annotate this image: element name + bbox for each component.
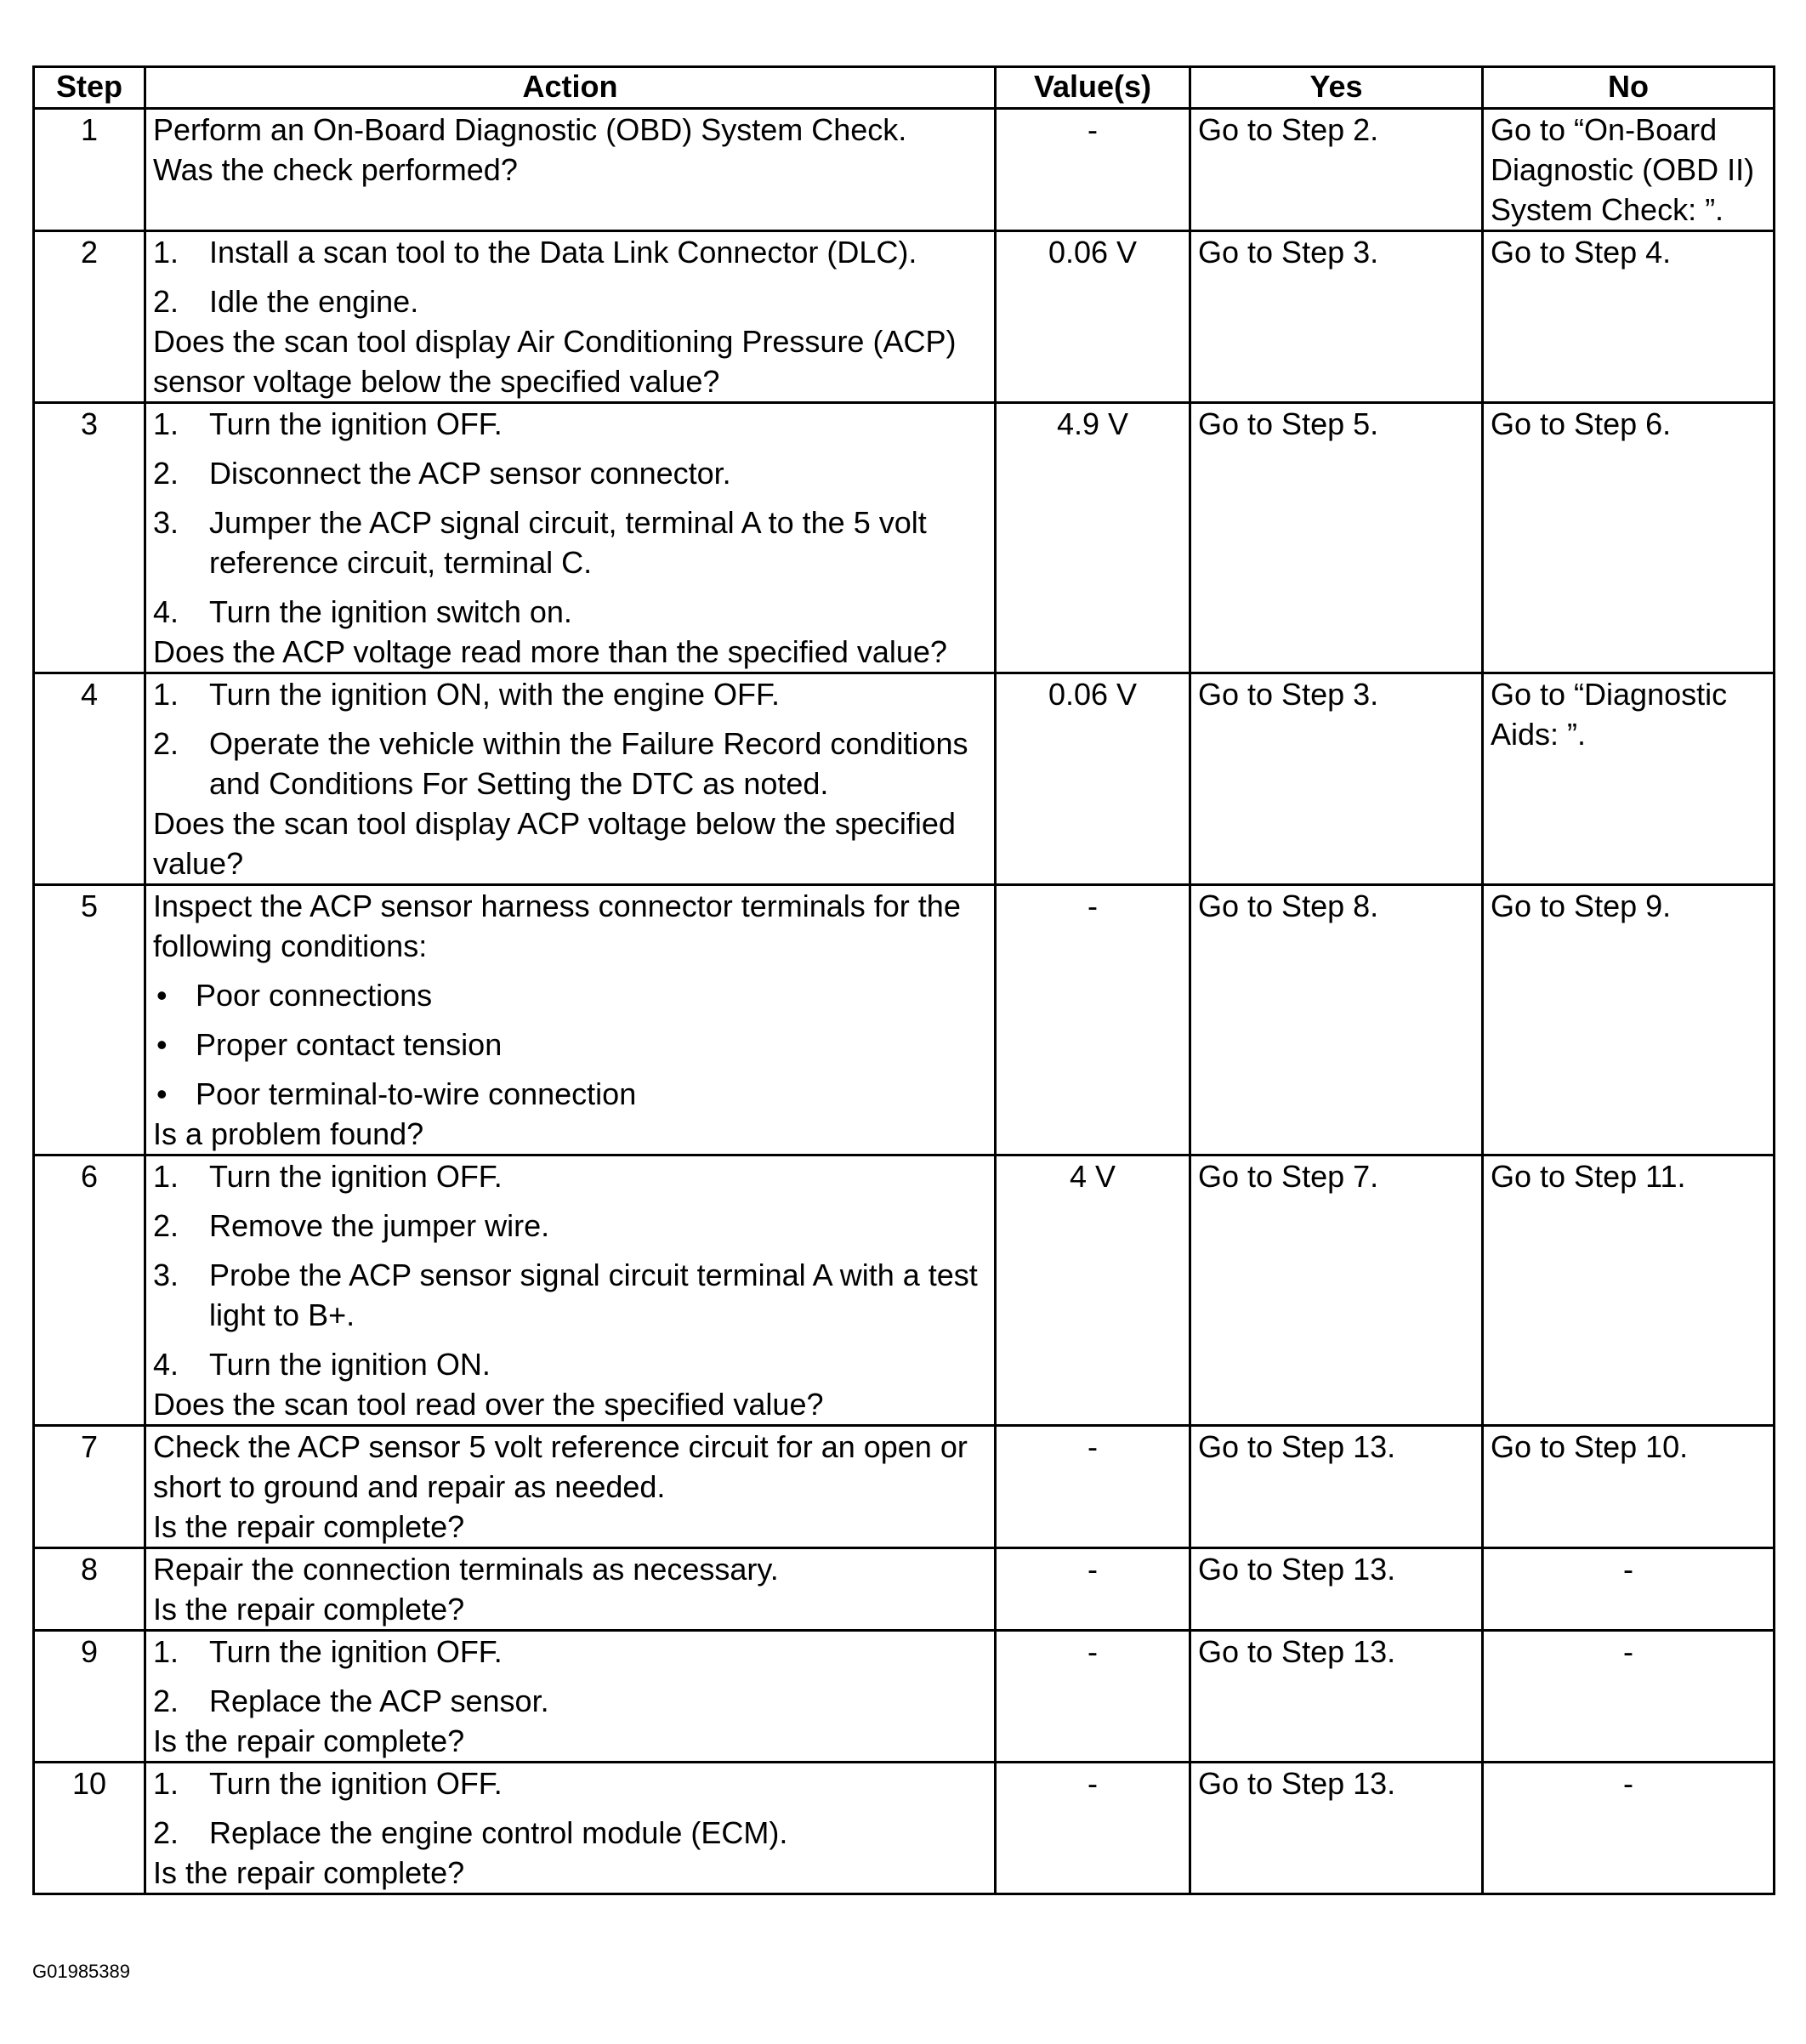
step-number: 1 <box>34 109 145 231</box>
numbered-step <box>153 1255 987 1335</box>
no-cell: - <box>1483 1548 1775 1631</box>
item-text: Turn the ignition ON. <box>209 1347 491 1382</box>
item-text: Turn the ignition switch on. <box>209 594 572 629</box>
numbered-step <box>153 592 987 632</box>
item-text: Replace the engine control module (ECM). <box>209 1815 788 1850</box>
step-number: 7 <box>34 1426 145 1548</box>
bullet-item <box>153 975 987 1015</box>
numbered-step <box>153 674 987 714</box>
no-cell: - <box>1483 1631 1775 1763</box>
item-text: Replace the ACP sensor. <box>209 1683 549 1718</box>
value-cell: - <box>996 1631 1190 1763</box>
action-intro: Inspect the ACP sensor harness connector terminals for the following conditions: <box>153 889 961 963</box>
value-cell: - <box>996 1426 1190 1548</box>
action-cell <box>145 109 996 231</box>
header-row <box>34 67 1775 109</box>
item-text: Poor terminal-to-wire connection <box>196 1076 637 1111</box>
item-text: Remove the jumper wire. <box>209 1208 550 1243</box>
table-row <box>34 1548 1775 1631</box>
step-marker: 2. <box>153 284 179 319</box>
figure-code: G01985389 <box>32 1961 130 1982</box>
item-text: Probe the ACP sensor signal circuit terminal A with a test light to B+. <box>209 1258 978 1332</box>
action-question: Does the scan tool display Air Conditioning Pressure (ACP) sensor voltage below the specified value? <box>153 324 957 399</box>
table-row <box>34 109 1775 231</box>
action-question: Is the repair complete? <box>153 1723 465 1758</box>
table-row <box>34 1155 1775 1426</box>
action-question: Is a problem found? <box>153 1116 424 1151</box>
step-marker: 1. <box>153 1634 179 1669</box>
step-number: 5 <box>34 885 145 1155</box>
table-row <box>34 403 1775 673</box>
step-marker: 3. <box>153 1258 179 1292</box>
action-question: Is the repair complete? <box>153 1855 465 1890</box>
header-no: No <box>1483 67 1775 109</box>
step-marker: 4. <box>153 594 179 629</box>
no-cell: Go to Step 6. <box>1483 403 1775 673</box>
yes-cell: Go to Step 13. <box>1190 1548 1483 1631</box>
yes-cell: Go to Step 13. <box>1190 1763 1483 1894</box>
step-number: 3 <box>34 403 145 673</box>
value-cell: 4.9 V <box>996 403 1190 673</box>
value-cell: 0.06 V <box>996 673 1190 885</box>
numbered-step <box>153 232 987 272</box>
action-question: Does the scan tool display ACP voltage below the specified value? <box>153 806 956 881</box>
action-cell <box>145 1631 996 1763</box>
action-cell <box>145 403 996 673</box>
yes-cell: Go to Step 7. <box>1190 1155 1483 1426</box>
table-body <box>34 109 1775 1894</box>
numbered-step <box>153 1156 987 1196</box>
item-text: Turn the ignition ON, with the engine OFF. <box>209 677 780 712</box>
action-cell <box>145 1548 996 1631</box>
numbered-step <box>153 1813 987 1853</box>
action-cell <box>145 231 996 403</box>
value-cell: - <box>996 1763 1190 1894</box>
action-intro: Perform an On-Board Diagnostic (OBD) System Check. <box>153 112 907 147</box>
step-marker: 1. <box>153 1159 179 1194</box>
no-cell: Go to “Diagnostic Aids: ”. <box>1483 673 1775 885</box>
header-yes: Yes <box>1190 67 1483 109</box>
action-cell <box>145 885 996 1155</box>
step-marker: 1. <box>153 1766 179 1801</box>
numbered-step <box>153 281 987 321</box>
no-cell: Go to “On-Board Diagnostic (OBD II) System Check: ”. <box>1483 109 1775 231</box>
bullet-item <box>153 1025 987 1065</box>
numbered-step <box>153 1763 987 1803</box>
action-intro: Check the ACP sensor 5 volt reference circuit for an open or short to ground and repair as needed. <box>153 1429 968 1504</box>
step-number: 6 <box>34 1155 145 1426</box>
no-cell: Go to Step 11. <box>1483 1155 1775 1426</box>
no-cell: - <box>1483 1763 1775 1894</box>
table-row <box>34 1631 1775 1763</box>
table-row <box>34 1763 1775 1894</box>
step-marker: 2. <box>153 1208 179 1243</box>
bullet-item <box>153 1074 987 1114</box>
numbered-step <box>153 404 987 444</box>
action-question: Does the ACP voltage read more than the specified value? <box>153 634 947 669</box>
no-cell: Go to Step 9. <box>1483 885 1775 1155</box>
value-cell: - <box>996 1548 1190 1631</box>
item-text: Operate the vehicle within the Failure Record conditions and Conditions For Setting the DTC as noted. <box>209 726 968 801</box>
bullet-marker: • <box>156 1027 168 1062</box>
yes-cell: Go to Step 3. <box>1190 673 1483 885</box>
item-text: Turn the ignition OFF. <box>209 406 503 441</box>
step-number: 8 <box>34 1548 145 1631</box>
table-row <box>34 231 1775 403</box>
table-row <box>34 885 1775 1155</box>
item-text: Proper contact tension <box>196 1027 503 1062</box>
diagnostic-table <box>32 65 1775 1895</box>
item-text: Poor connections <box>196 978 433 1013</box>
yes-cell: Go to Step 13. <box>1190 1426 1483 1548</box>
step-marker: 1. <box>153 235 179 270</box>
numbered-step <box>153 1344 987 1384</box>
yes-cell: Go to Step 3. <box>1190 231 1483 403</box>
yes-cell: Go to Step 8. <box>1190 885 1483 1155</box>
action-cell <box>145 1155 996 1426</box>
bullet-marker: • <box>156 1076 168 1111</box>
step-marker: 1. <box>153 406 179 441</box>
header-action: Action <box>145 67 996 109</box>
item-text: Turn the ignition OFF. <box>209 1634 503 1669</box>
step-marker: 4. <box>153 1347 179 1382</box>
item-text: Idle the engine. <box>209 284 419 319</box>
item-text: Disconnect the ACP sensor connector. <box>209 456 731 491</box>
step-marker: 2. <box>153 1815 179 1850</box>
value-cell: 4 V <box>996 1155 1190 1426</box>
action-question: Is the repair complete? <box>153 1592 465 1627</box>
action-question: Is the repair complete? <box>153 1509 465 1544</box>
step-marker: 2. <box>153 456 179 491</box>
step-marker: 2. <box>153 1683 179 1718</box>
numbered-step <box>153 1681 987 1721</box>
action-question: Does the scan tool read over the specified value? <box>153 1387 824 1422</box>
step-number: 10 <box>34 1763 145 1894</box>
action-cell <box>145 1763 996 1894</box>
table-row <box>34 673 1775 885</box>
yes-cell: Go to Step 13. <box>1190 1631 1483 1763</box>
numbered-step <box>153 453 987 493</box>
step-number: 9 <box>34 1631 145 1763</box>
step-marker: 3. <box>153 505 179 540</box>
numbered-step <box>153 1206 987 1246</box>
yes-cell: Go to Step 2. <box>1190 109 1483 231</box>
table-row <box>34 1426 1775 1548</box>
numbered-step <box>153 724 987 803</box>
no-cell: Go to Step 4. <box>1483 231 1775 403</box>
step-number: 4 <box>34 673 145 885</box>
item-text: Turn the ignition OFF. <box>209 1159 503 1194</box>
action-question: Was the check performed? <box>153 152 518 187</box>
action-cell <box>145 673 996 885</box>
header-step: Step <box>34 67 145 109</box>
step-number: 2 <box>34 231 145 403</box>
numbered-step <box>153 1632 987 1672</box>
yes-cell: Go to Step 5. <box>1190 403 1483 673</box>
step-marker: 1. <box>153 677 179 712</box>
item-text: Install a scan tool to the Data Link Connector (DLC). <box>209 235 917 270</box>
action-intro: Repair the connection terminals as necessary. <box>153 1552 779 1587</box>
numbered-step <box>153 502 987 582</box>
value-cell: - <box>996 109 1190 231</box>
value-cell: 0.06 V <box>996 231 1190 403</box>
bullet-marker: • <box>156 978 168 1013</box>
item-text: Turn the ignition OFF. <box>209 1766 503 1801</box>
action-cell <box>145 1426 996 1548</box>
header-values: Value(s) <box>996 67 1190 109</box>
value-cell: - <box>996 885 1190 1155</box>
step-marker: 2. <box>153 726 179 761</box>
no-cell: Go to Step 10. <box>1483 1426 1775 1548</box>
item-text: Jumper the ACP signal circuit, terminal A to the 5 volt reference circuit, terminal C. <box>209 505 927 580</box>
